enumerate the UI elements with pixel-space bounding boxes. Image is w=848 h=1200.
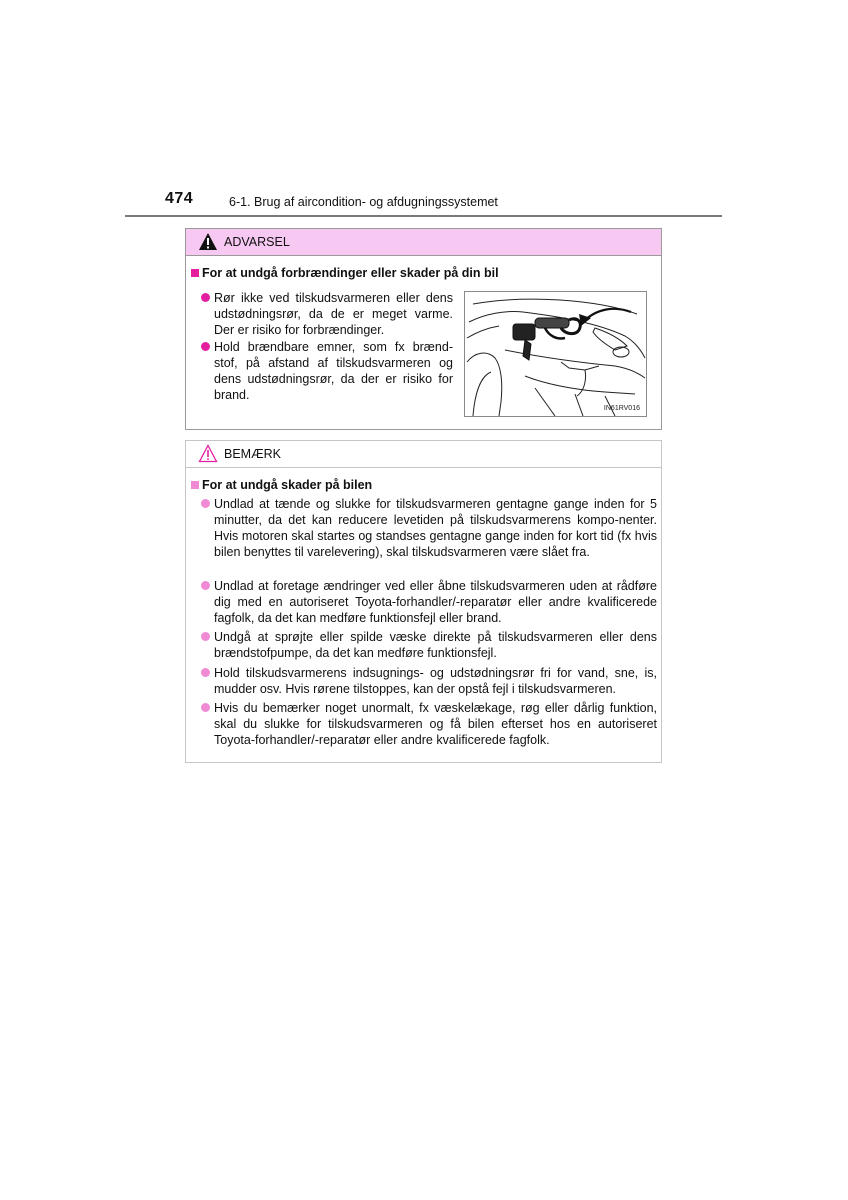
page-header [0, 188, 848, 218]
warning-subheading [191, 266, 499, 280]
notice-bullet [214, 578, 657, 626]
notice-bullet [214, 700, 657, 748]
caution-triangle-icon [198, 444, 218, 463]
bullet-dot-icon [201, 342, 210, 351]
notice-bullet-text: Undlad at foretage ændringer ved eller åbne tilskudsvarmeren uden at rådføre dig med en autoriseret Toyota-forhandler/-reparatør eller andre kvalificerede fagfolk, da det kan medføre funktionsfejl eller brand. [214, 579, 657, 625]
notice-bullet-text: Undgå at sprøjte eller spilde væske direkte på tilskudsvarmeren eller dens brændstofpumpe, da det kan medføre funktionsfejl. [214, 630, 657, 660]
warning-bullet [214, 290, 453, 338]
notice-bullet-text: Hold tilskudsvarmerens indsugnings- og udstødningsrør fri for vand, sne, is, mudder osv. Hvis rørene tilstoppes, kan der opstå fejl i tilskudsvarmeren. [214, 666, 657, 696]
bullet-dot-icon [201, 632, 210, 641]
warning-label: ADVARSEL [224, 235, 290, 249]
warning-box [185, 228, 662, 430]
bullet-dot-icon [201, 293, 210, 302]
heater-illustration [464, 291, 647, 417]
bullet-dot-icon [201, 499, 210, 508]
illustration-code: IN61RV016 [603, 405, 640, 412]
bullet-dot-icon [201, 703, 210, 712]
notice-subheading [191, 478, 372, 492]
bullet-dot-icon [201, 668, 210, 677]
warning-bullet-text: Hold brændbare emner, som fx brænd-stof, på afstand af tilskudsvarmeren og dens udstødningsrør, da der er risiko for brand. [214, 340, 453, 402]
section-title: 6-1. Brug af aircondition- og afdugningssystemet [229, 195, 498, 209]
bullet-dot-icon [201, 581, 210, 590]
notice-bullet-text: Undlad at tænde og slukke for tilskudsvarmeren gentagne gange inden for 5 minutter, da det kan reducere levetiden på tilskudsvarmerens kompo-nenter. Hvis motoren skal startes og standses gentagne gange inden for kort tid (fx hvis bilen benyttes til varelevering), skal tilskudsvarmeren være slået fra. [214, 497, 657, 559]
square-bullet-icon [191, 481, 199, 489]
notice-bullet [214, 496, 657, 560]
header-divider [125, 215, 722, 217]
warning-subheading-text: For at undgå forbrændinger eller skader på din bil [202, 266, 499, 280]
warning-bullet-text: Rør ikke ved tilskudsvarmeren eller dens udstødningsrør, da de er meget varme. Der er risiko for forbrændinger. [214, 291, 453, 337]
notice-box [185, 440, 662, 763]
notice-header [186, 441, 661, 468]
notice-label: BEMÆRK [224, 447, 281, 461]
notice-subheading-text: For at undgå skader på bilen [202, 478, 373, 492]
warning-triangle-icon [198, 232, 218, 251]
warning-bullet [214, 339, 453, 403]
car-front-heater-icon [465, 292, 647, 417]
notice-bullet [214, 665, 657, 697]
warning-header [186, 229, 661, 256]
square-bullet-icon [191, 269, 199, 277]
notice-bullet-text: Hvis du bemærker noget unormalt, fx væskelækage, røg eller dårlig funktion, skal du slukke for tilskudsvarmeren og få bilen efterset hos en autoriseret Toyota-forhandler/-reparatør eller andre kvalificerede fagfolk. [214, 701, 657, 747]
notice-bullet [214, 629, 657, 661]
page-number: 474 [165, 190, 194, 207]
